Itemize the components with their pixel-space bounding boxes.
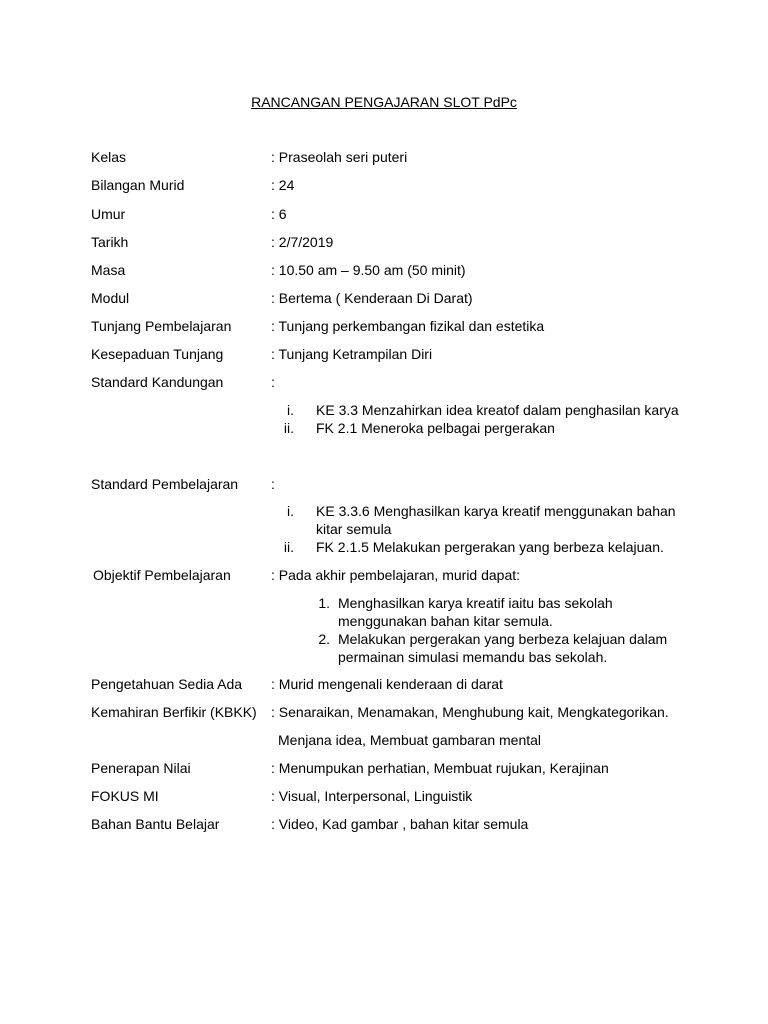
value-penerapan-nilai: : Menumpukan perhatian, Membuat rujukan, Kerajinan [271, 760, 609, 776]
value-kesepaduan-tunjang: : Tunjang Ketrampilan Diri [271, 346, 433, 362]
list-number: ii. [283, 420, 294, 436]
label-penerapan-nilai: Penerapan Nilai [91, 760, 191, 776]
value-pengetahuan-sedia-ada: : Murid mengenali kenderaan di darat [271, 676, 503, 692]
value-kelas: : Praseolah seri puteri [271, 149, 408, 165]
list-item: KE 3.3 Menzahirkan idea kreatof dalam penghasilan karya [316, 402, 679, 418]
label-masa: Masa [91, 262, 126, 278]
value-bahan-bantu-belajar: : Video, Kad gambar , bahan kitar semula [271, 816, 529, 832]
list-item-continuation: menggunakan bahan kitar semula. [338, 613, 553, 629]
label-modul: Modul [91, 290, 130, 306]
value-tarikh: : 2/7/2019 [271, 234, 334, 250]
list-number: i. [287, 503, 294, 519]
value-modul: : Bertema ( Kenderaan Di Darat) [271, 290, 473, 306]
label-kesepaduan-tunjang: Kesepaduan Tunjang [91, 346, 224, 362]
list-number: ii. [283, 539, 294, 555]
list-item: FK 2.1.5 Melakukan pergerakan yang berbeza kelajuan. [316, 539, 664, 555]
value-kemahiran-berfikir: : Senaraikan, Menamakan, Menghubung kait, Mengkategorikan. [271, 704, 669, 720]
list-item: FK 2.1 Meneroka pelbagai pergerakan [316, 420, 555, 436]
list-number: 1. [318, 595, 330, 611]
label-standard-kandungan: Standard Kandungan [91, 374, 224, 390]
value-masa: : 10.50 am – 9.50 am (50 minit) [271, 262, 466, 278]
label-umur: Umur [91, 206, 126, 222]
value-objektif-pembelajaran: : Pada akhir pembelajaran, murid dapat: [271, 567, 521, 583]
label-bahan-bantu-belajar: Bahan Bantu Belajar [91, 816, 220, 832]
list-item: Melakukan pergerakan yang berbeza kelajuan dalam [338, 631, 668, 647]
label-kemahiran-berfikir: Kemahiran Berfikir (KBKK) [91, 704, 257, 720]
list-number: 2. [318, 631, 330, 647]
value-bilangan-murid: : 24 [271, 177, 295, 193]
list-item-continuation: kitar semula [316, 521, 392, 537]
label-standard-pembelajaran: Standard Pembelajaran [91, 476, 239, 492]
label-bilangan-murid: Bilangan Murid [91, 177, 185, 193]
value-umur: : 6 [271, 206, 287, 222]
list-number: i. [287, 402, 294, 418]
label-kelas: Kelas [91, 149, 127, 165]
label-tunjang-pembelajaran: Tunjang Pembelajaran [91, 318, 232, 334]
list-item: KE 3.3.6 Menghasilkan karya kreatif menggunakan bahan [316, 503, 676, 519]
label-fokus-mi: FOKUS MI [91, 788, 159, 804]
value-tunjang-pembelajaran: : Tunjang perkembangan fizikal dan estetika [271, 318, 545, 334]
list-item-continuation: permainan simulasi memandu bas sekolah. [338, 649, 608, 665]
value-kemahiran-berfikir-line2: Menjana idea, Membuat gambaran mental [278, 732, 542, 748]
value-fokus-mi: : Visual, Interpersonal, Linguistik [271, 788, 473, 804]
label-tarikh: Tarikh [91, 234, 129, 250]
value-standard-kandungan: : [271, 374, 275, 390]
label-pengetahuan-sedia-ada: Pengetahuan Sedia Ada [91, 676, 243, 692]
value-standard-pembelajaran: : [271, 476, 275, 492]
document-title: RANCANGAN PENGAJARAN SLOT PdPc [251, 94, 517, 110]
list-item: Menghasilkan karya kreatif iaitu bas sekolah [338, 595, 613, 611]
label-objektif-pembelajaran: Objektif Pembelajaran [93, 567, 231, 583]
